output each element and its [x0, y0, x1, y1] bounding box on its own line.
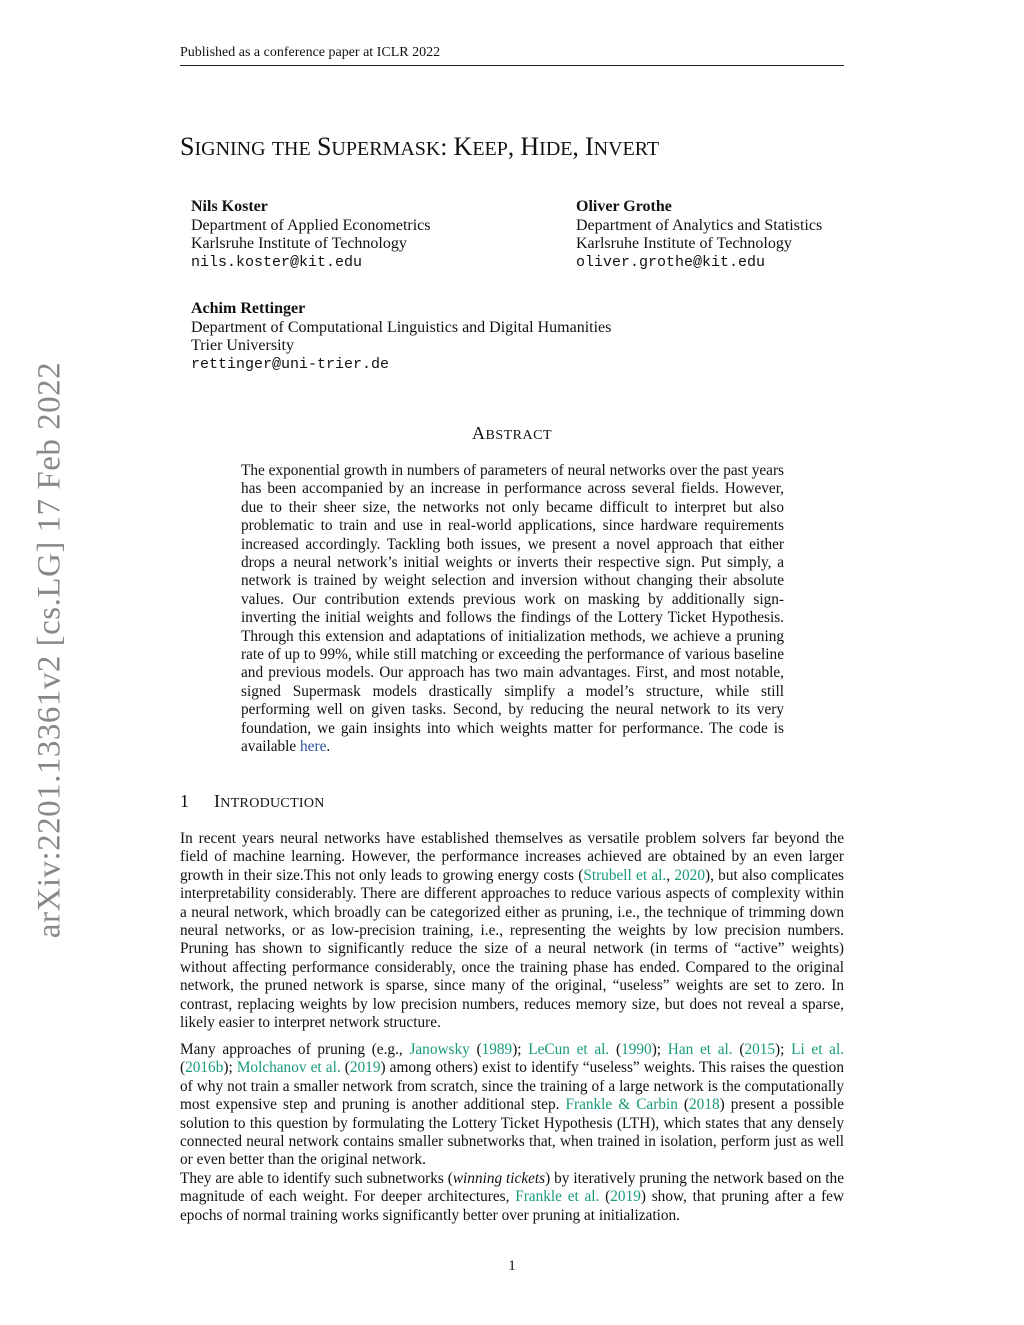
- author-institution: Trier University: [191, 337, 294, 354]
- citation-link[interactable]: Li et al.: [791, 1041, 845, 1058]
- citation-link[interactable]: 2020: [674, 866, 705, 884]
- intro-paragraph-3: They are able to identify such subnetworks (winning tickets) by iteratively pruning the network based on the magnitude of each weight. For deeper architectures, Frankle et al. (2019) show, that pruning after a few epochs of normal training works significantly better over pruning at initialization.: [180, 1170, 844, 1224]
- section-number: 1: [180, 791, 190, 811]
- code-link[interactable]: here: [300, 738, 327, 756]
- author-block-koster: [191, 198, 430, 272]
- author-email[interactable]: rettinger@uni-trier.de: [191, 355, 390, 373]
- author-department: Department of Analytics and Statistics: [576, 216, 823, 234]
- abstract-text: The exponential growth in numbers of parameters of neural networks over the past years has been accompanied by an increase in performance across several fields. However, due to their sheer size, the networks not only became difficult to interpret but also problematic to train and use in real-world applications, since hardware requirements increased accordingly. Tackling both issues, we present a novel approach that either drops a neural network’s initial weights or inverts their respective sign. Put simply, a network is trained by weight selection and inversion without changing their absolute values. Our contribution extends previous work on masking by additionally sign-inverting the initial weights and follows the findings of the Lottery Ticket Hypothesis. Through this extension and adaptations of initialization methods, we achieve a pruning rate of up to 99%, while still matching or exceeding the performance of various baseline and previous models. Our approach has two main advantages. First, and most notable, signed Supermask models drastically simplify a model’s structure, while still performing well on given tasks. Second, by reducing the neural network to its very foundation, we gain insights into which weights matter for performance. The code is available here.: [241, 462, 784, 756]
- author-institution: Karlsruhe Institute of Technology: [576, 235, 792, 252]
- citation-link[interactable]: LeCun et al.: [528, 1041, 610, 1058]
- author-email[interactable]: oliver.grothe@kit.edu: [576, 253, 766, 271]
- citation-link[interactable]: 2018: [689, 1096, 720, 1114]
- citation-link[interactable]: 1989: [481, 1041, 513, 1058]
- citation-link[interactable]: 2019: [349, 1059, 381, 1077]
- citation-link[interactable]: Frankle & Carbin: [565, 1096, 678, 1114]
- citation-link[interactable]: Han et al.: [667, 1041, 733, 1058]
- author-name: Nils Koster: [191, 198, 268, 215]
- citation-link[interactable]: Strubell et al.: [583, 866, 667, 884]
- citation-link[interactable]: 1990: [621, 1041, 652, 1058]
- author-department: Department of Computational Linguistics and Digital Humanities: [191, 318, 612, 336]
- running-header: Published as a conference paper at ICLR 2022: [180, 44, 844, 66]
- paper-title: SIGNING THE SUPERMASK: KEEP, HIDE, INVERT: [180, 132, 660, 161]
- citation-link[interactable]: 2015: [744, 1041, 776, 1058]
- page-number: 1: [508, 1258, 516, 1274]
- author-institution: Karlsruhe Institute of Technology: [191, 235, 407, 252]
- emphasis-winning-tickets: winning tickets: [452, 1170, 546, 1187]
- author-name: Achim Rettinger: [191, 300, 306, 317]
- intro-paragraph-1: In recent years neural networks have established themselves as versatile problem solvers far beyond the field of machine learning. However, the performance increases achieved are obtained by an even larger growth in their size.This not only leads to growing energy costs (Strubell et al., 2020), but also complicates interpretability considerably. There are different approaches to reduce various aspects of complexity within a neural network, which broadly can be categorized either as pruning, i.e., the technique of trimming down neural networks, or as low-precision training, i.e., representing the weights by low precision numbers. Pruning has shown to significantly reduce the size of a neural network (in terms of “active” weights) without affecting performance considerably, once the training phase has ended. Compared to the original network, the pruned network is sparse, since many of the original, “useless” weights are set to zero. In contrast, replacing weights by low precision numbers, reduces memory size, but does not reveal a sparse, likely easier to interpret network structure.: [180, 830, 844, 1032]
- author-email[interactable]: nils.koster@kit.edu: [191, 253, 363, 271]
- author-name: Oliver Grothe: [576, 198, 672, 215]
- arxiv-identifier-text: arXiv:2201.13361v2 [cs.LG] 17 Feb 2022: [31, 361, 68, 939]
- citation-link[interactable]: 2016b: [185, 1059, 224, 1077]
- arxiv-identifier: [31, 355, 68, 945]
- intro-paragraph-2: Many approaches of pruning (e.g., Janowsky (1989); LeCun et al. (1990); Han et al. (2015); Li et al. (2016b); Molchanov et al. (2019) among others) exist to identify “useless” weights. This raises the question of why not train a smaller network from scratch, since the training of a large network is the computationally most expensive step and pruning is another additional step. Frankle & Carbin (2018) present a possible solution to this question by formulating the Lottery Ticket Hypothesis (LTH), which states that any densely connected neural network contains smaller subnetworks that, when trained in isolation, perform just as well or even better than the original network.: [180, 1041, 845, 1169]
- author-block-rettinger: [191, 300, 611, 374]
- author-department: Department of Applied Econometrics: [191, 216, 431, 234]
- section-heading-introduction: 1 INTRODUCTION: [180, 791, 325, 811]
- abstract-heading: ABSTRACT: [471, 423, 552, 443]
- citation-link[interactable]: Frankle et al.: [515, 1188, 600, 1206]
- author-block-grothe: [576, 198, 822, 272]
- citation-link[interactable]: Janowsky: [409, 1041, 470, 1058]
- citation-link[interactable]: 2019: [610, 1188, 641, 1206]
- citation-link[interactable]: Molchanov et al.: [236, 1059, 341, 1077]
